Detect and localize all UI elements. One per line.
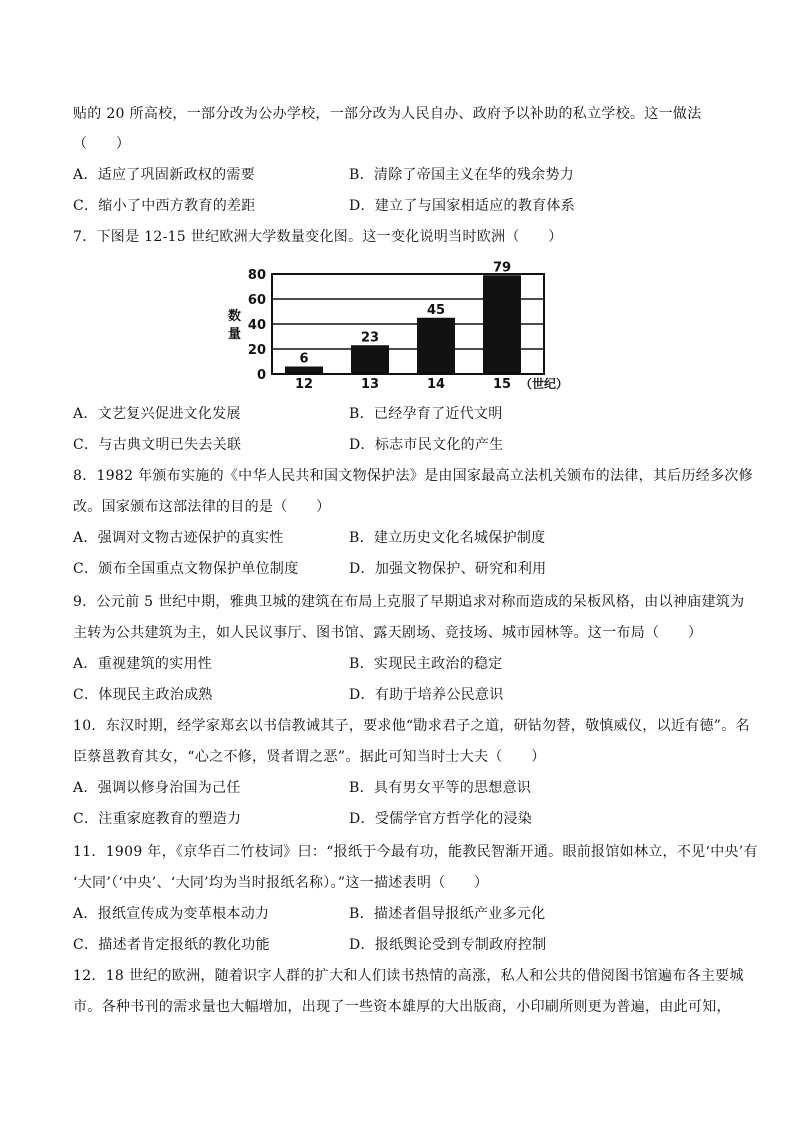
q6-option-d: D．建立了与国家相适应的教育体系 [349, 198, 576, 214]
q10-stem-line-1: 10．东汉时期，经学家郑玄以书信教诫其子，要求他“勖求君子之道，研钻勿替，敬慎威仪，以近有德”。名 [73, 718, 750, 734]
q8-option-c: C．颁布全国重点文物保护单位制度 [73, 561, 299, 577]
q8-stem-line-2: 改。国家颁布这部法律的目的是（ ） [73, 499, 331, 515]
q9-option-b: B．实现民主政治的稳定 [349, 656, 503, 672]
chart-y-tick-label: 0 [256, 368, 266, 383]
chart-y-ticks [248, 268, 266, 383]
q10-stem-line-2: 臣蔡邕教育其女，“心之不修，贤者谓之恶”。据此可知当时士大夫（ ） [73, 749, 546, 765]
q6-option-b: B．清除了帝国主义在华的残余势力 [349, 167, 575, 183]
chart-data-label: 45 [426, 302, 446, 318]
q6-answer-blank: （ ） [73, 136, 131, 152]
q6-option-c: C．缩小了中西方教育的差距 [73, 198, 256, 214]
q10-option-b: B．具有男女平等的思想意识 [349, 780, 532, 796]
q11-option-a: A．报纸宣传成为变革根本动力 [73, 906, 270, 922]
q11-option-c: C．描述者肯定报纸的教化功能 [73, 937, 270, 953]
chart-data-label: 79 [492, 260, 512, 276]
q7-option-a: A．文艺复兴促进文化发展 [73, 406, 241, 422]
chart-bar [483, 275, 521, 374]
q9-stem-line-1: 9．公元前 5 世纪中期，雅典卫城的建筑在布局上克服了早期追求对称而造成的呆板风格，由以神庙建筑为 [73, 594, 745, 610]
chart-x-tick-label: 12 [294, 377, 314, 392]
q6-stem-continuation: 贴的 20 所高校，一部分改为公办学校，一部分改为人民自办、政府予以补助的私立学校。这一做法 [73, 106, 702, 122]
chart-data-label: 23 [360, 330, 380, 346]
university-count-bar-chart [220, 258, 580, 394]
q7-option-b: B．已经孕育了近代文明 [349, 406, 503, 422]
chart-x-tick-label: 14 [426, 377, 446, 392]
chart-bar [285, 367, 323, 375]
q12-stem-line-1: 12．18 世纪的欧洲，随着识字人群的扩大和人们读书热情的高涨，私人和公共的借阅图书馆遍布各主要城 [73, 968, 744, 984]
q9-option-c: C．体现民主政治成熟 [73, 687, 213, 703]
chart-bar [351, 345, 389, 374]
q8-stem-line-1: 8．1982 年颁布实施的《中华人民共和国文物保护法》是由国家最高立法机关颁布的法律，其后历经多次修 [73, 468, 753, 484]
q8-option-d: D．加强文物保护、研究和利用 [349, 561, 547, 577]
q9-option-d: D．有助于培养公民意识 [349, 687, 504, 703]
chart-bar [417, 318, 455, 374]
q7-option-c: C．与古典文明已失去关联 [73, 437, 242, 453]
q6-option-a: A．适应了巩固新政权的需要 [73, 167, 256, 183]
chart-ylabel-char-1: 数 [228, 309, 242, 324]
q8-option-a: A．强调对文物古迹保护的真实性 [73, 530, 284, 546]
chart-x-ticks [295, 377, 511, 392]
q7-stem: 7．下图是 12-15 世纪欧洲大学数量变化图。这一变化说明当时欧洲（ ） [73, 229, 563, 245]
chart-data-labels [299, 260, 511, 366]
q11-stem-line-2: ‘大同’（‘中央’、‘大同’均为当时报纸名称）。”这一描述表明（ ） [73, 875, 489, 891]
chart-xlabel: （世纪） [520, 377, 569, 391]
q10-option-a: A．强调以修身治国为己任 [73, 780, 241, 796]
chart-data-label: 6 [299, 351, 309, 367]
q11-stem-line-1: 11．1909 年，《京华百二竹枝词》曰：“报纸于今最有功，能教民智渐开通。眼前报馆如林立，不见‘中央’有 [73, 844, 758, 860]
chart-y-tick-label: 20 [247, 343, 266, 358]
q11-option-b: B．描述者倡导报纸产业多元化 [349, 906, 546, 922]
chart-y-tick-label: 80 [247, 268, 266, 283]
q8-option-b: B．建立历史文化名城保护制度 [349, 530, 546, 546]
q7-option-d: D．标志市民文化的产生 [349, 437, 504, 453]
q12-stem-line-2: 市。各种书刊的需求量也大幅增加，出现了一些资本雄厚的大出版商，小印刷所则更为普遍，由此可知， [73, 999, 731, 1015]
q9-option-a: A．重视建筑的实用性 [73, 656, 213, 672]
chart-ylabel-char-2: 量 [228, 327, 242, 342]
chart-x-tick-label: 15 [492, 377, 512, 392]
q10-option-c: C．注重家庭教育的塑造力 [73, 811, 242, 827]
q9-stem-line-2: 主转为公共建筑为主，如人民议事厅、图书馆、露天剧场、竞技场、城市园林等。这一布局（ ） [73, 625, 703, 641]
chart-y-tick-label: 60 [247, 293, 266, 308]
chart-x-tick-label: 13 [360, 377, 380, 392]
chart-y-tick-label: 40 [247, 318, 266, 333]
q10-option-d: D．受儒学官方哲学化的浸染 [349, 811, 533, 827]
q11-option-d: D．报纸舆论受到专制政府控制 [349, 937, 547, 953]
